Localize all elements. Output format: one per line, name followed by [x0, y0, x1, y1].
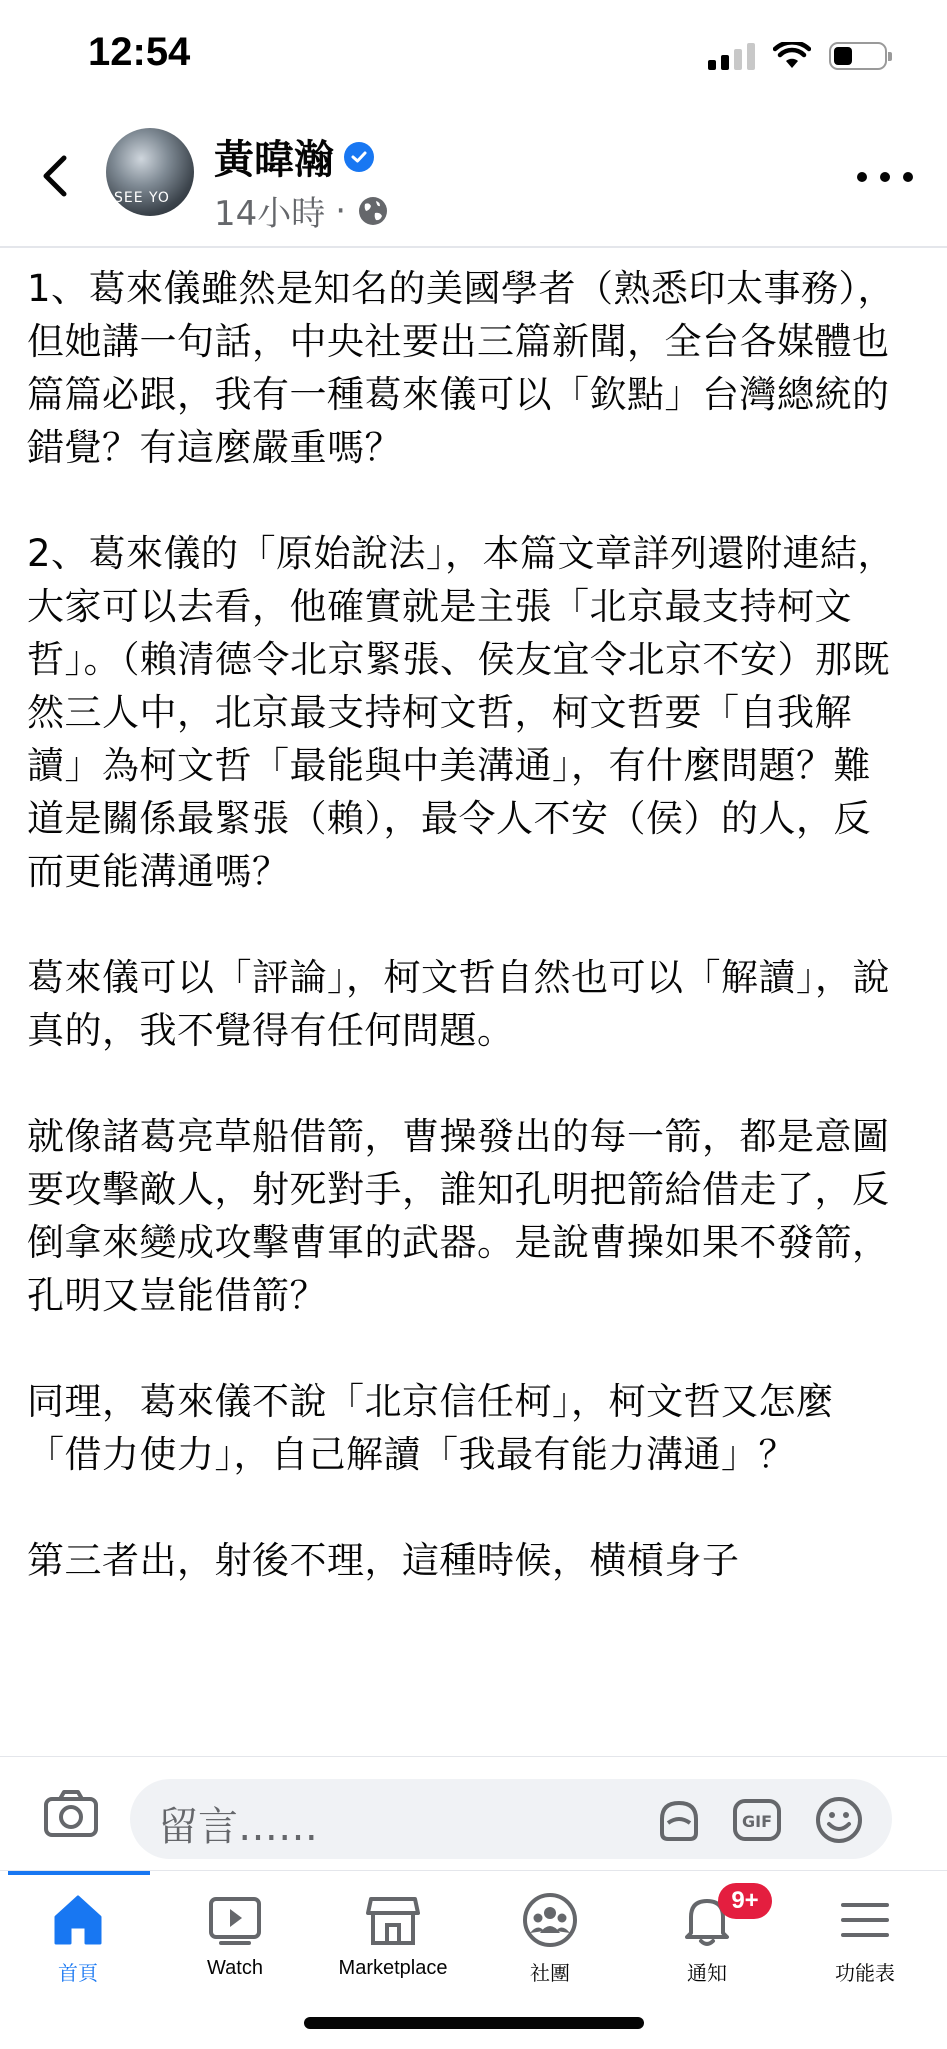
post-paragraph: 葛來儀可以「評論」，柯文哲自然也可以「解讀」，說真的，我不覺得有任何問題。	[27, 956, 890, 1052]
post-paragraph: 同理，葛來儀不說「北京信任柯」，柯文哲又怎麼「借力使力」，自己解讀「我最有能力溝通」？	[27, 1380, 834, 1476]
menu-icon	[835, 1891, 895, 1949]
nav-label-menu: 功能表	[835, 1963, 895, 1985]
nav-label-home: 首頁	[58, 1963, 98, 1985]
avatar-sticker-icon[interactable]	[652, 1793, 706, 1847]
dot-icon	[880, 172, 890, 182]
meta-separator: ·	[335, 190, 347, 231]
nav-item-home[interactable]	[3, 1891, 153, 1991]
nav-label-notifications: 通知	[687, 1963, 727, 1985]
emoji-icon[interactable]	[812, 1793, 866, 1847]
author-name[interactable]: 黃暐瀚	[214, 137, 334, 183]
post-paragraph: 1、葛來儀雖然是知名的美國學者（熟悉印太事務），但她講一句話，中央社要出三篇新聞，全台各媒體也篇篇必跟，我有一種葛來儀可以「欽點」台灣總統的錯覺？有這麼嚴重嗎？	[27, 267, 896, 469]
groups-icon	[520, 1891, 580, 1949]
active-tab-indicator	[8, 1871, 150, 1875]
comment-placeholder: 留言……	[158, 1804, 318, 1850]
globe-icon	[356, 194, 390, 228]
nav-label-watch: Watch	[207, 1957, 263, 1979]
dot-icon	[857, 172, 867, 182]
author-name-row	[214, 128, 374, 185]
svg-text:GIF: GIF	[741, 1812, 773, 1831]
comment-input[interactable]	[130, 1779, 892, 1859]
post-header	[0, 110, 947, 248]
post-meta	[214, 186, 390, 235]
home-indicator[interactable]	[304, 2017, 644, 2029]
nav-item-groups[interactable]	[475, 1891, 625, 1991]
dot-icon	[903, 172, 913, 182]
chevron-left-icon	[40, 154, 70, 198]
marketplace-icon	[363, 1891, 423, 1949]
avatar-text: SEE YO	[114, 190, 170, 206]
back-button[interactable]	[30, 146, 80, 206]
post-body	[27, 262, 907, 1754]
comment-bar	[0, 1756, 947, 1877]
nav-item-menu[interactable]	[790, 1891, 940, 1991]
battery-icon	[829, 42, 887, 70]
avatar[interactable]	[106, 128, 194, 216]
post-paragraph: 第三者出，射後不理，這種時候，横槓身子	[27, 1539, 740, 1582]
cellular-signal-icon	[708, 42, 755, 70]
nav-item-marketplace[interactable]	[318, 1891, 468, 1991]
post-paragraph: 2、葛來儀的「原始說法」，本篇文章詳列還附連結，大家可以去看，他確實就是主張「北京最支持柯文哲」。（賴清德令北京緊張、侯友宜令北京不安）那既然三人中，北京最支持柯文哲，柯文哲要「自我解讀」為柯文哲「最能與中美溝通」，有什麼問題？難道是關係最緊張（賴），最令人不安（侯）的人，反而更能溝通嗎？	[27, 532, 896, 893]
post-paragraph: 就像諸葛亮草船借箭，曹操發出的每一箭，都是意圖要攻擊敵人，射死對手，誰知孔明把箭給借走了，反倒拿來變成攻擊曹軍的武器。是說曹操如果不發箭，孔明又豈能借箭？	[27, 1115, 890, 1317]
post-timestamp[interactable]: 14小時	[214, 194, 326, 234]
wifi-icon	[773, 42, 811, 70]
nav-label-groups: 社團	[530, 1963, 570, 1985]
status-time: 12:54	[88, 30, 191, 74]
notification-badge: 9+	[718, 1883, 772, 1919]
camera-icon[interactable]	[42, 1785, 100, 1843]
status-icons	[708, 36, 887, 76]
home-icon	[48, 1891, 108, 1949]
nav-label-marketplace: Marketplace	[338, 1957, 448, 1979]
nav-item-notifications[interactable]	[632, 1887, 782, 1991]
nav-item-watch[interactable]	[160, 1891, 310, 1991]
more-options-button[interactable]	[857, 162, 913, 192]
verified-badge-icon	[344, 142, 374, 172]
status-bar	[0, 0, 947, 110]
watch-icon	[205, 1891, 265, 1949]
gif-icon[interactable]	[730, 1793, 784, 1847]
